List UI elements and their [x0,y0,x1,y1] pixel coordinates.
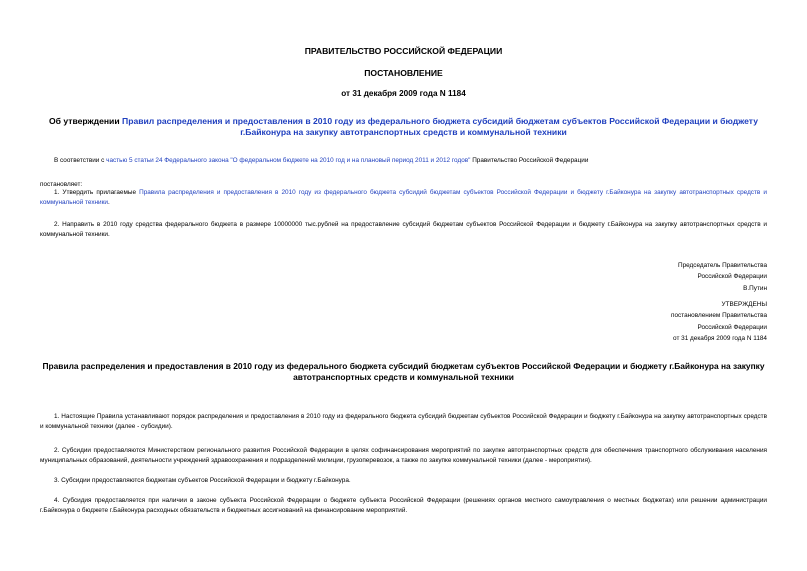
government-heading: ПРАВИТЕЛЬСТВО РОССИЙСКОЙ ФЕДЕРАЦИИ [304,46,503,56]
approved-rules-link[interactable]: Правила распределения и предоставления в 2010 году из федерального бюджета субсидий бюджетам субъектов Российской Федерации и бюджету г.Байконура на закупку автотранспортных средств и коммунальной техники [40,189,767,206]
approval-word: УТВЕРЖДЕНЫ [721,301,767,308]
approval-by: постановлением Правительства [671,312,767,320]
document-title [45,116,762,138]
approval-date: от 31 декабря 2009 года N 1184 [673,335,767,343]
decree-word: постановляет: [40,181,83,188]
rules-paragraph-2-text: 2. Субсидии предоставляются Министерством регионального развития Российской Федерации в целях софинансирования мероприятий по закупке автотранспортных средств для обеспечения транспортного обслуживания населения муниципальных образований, деятельности учреждений здравоохранения и подразделений милиции, грузоперевозок, а также по закупке коммунальной техники (далее - мероприятия). [40,447,767,464]
rules-paragraph-1 [40,412,767,431]
item-2-text: 2. Направить в 2010 году средства федерального бюджета в размере 10000000 тыс.рублей на предоставление субсидий бюджетам субъектов Российской Федерации и бюджету г.Байконура на закупку автотранспортных средств и коммунальной техники. [40,221,767,238]
item-1-paragraph [40,188,767,207]
signature-name: В.Путин [743,284,767,292]
rules-paragraph-3 [40,476,767,486]
rules-paragraph-2 [40,446,767,465]
basis-suffix: Правительство Российской Федерации [470,157,589,164]
approval-block [671,299,767,345]
rules-paragraph-3-text: 3. Субсидии предоставляются бюджетам субъектов Российской Федерации и бюджету г.Байконура. [54,477,351,484]
document-type-heading: ПОСТАНОВЛЕНИЕ [364,68,443,78]
basis-paragraph [40,156,767,166]
item-2-paragraph [40,220,767,239]
signature-block [678,260,767,294]
title-prefix: Об утверждении [48,116,123,126]
rules-paragraph-4 [40,496,767,515]
federal-law-link[interactable]: частью 5 статьи 24 Федерального закона "О федеральном бюджете на 2010 год и на плановый период 2011 и 2012 годов" [106,157,471,164]
title-rules-link[interactable]: Правил распределения и предоставления в 2010 году из федерального бюджета субсидий бюджетам субъектов Российской Федерации и бюджету г.Байконура на закупку автотранспортных средств и коммунальной техники [122,116,759,137]
rules-paragraph-1-text: 1. Настоящие Правила устанавливают порядок распределения и предоставления в 2010 году из федерального бюджета субсидий бюджетам субъектов Российской Федерации и бюджету г.Байконура на закупку автотранспортных средств и коммунальной техники (далее - субсидии). [40,413,767,430]
signature-org: Российской Федерации [697,273,767,281]
signature-position: Председатель Правительства [678,262,767,269]
basis-prefix: В соответствии с [54,157,107,164]
approval-org: Российской Федерации [697,323,767,331]
date-number-heading: от 31 декабря 2009 года N 1184 [341,89,466,98]
rules-paragraph-4-text: 4. Субсидия предоставляется при наличии в законе субъекта Российской Федерации о бюджете субъекта Российской Федерации (решениях органов местного самоуправления о местных бюджетах) или решении администрации г.Байконура о бюджете г.Байконура расходных обязательств и бюджетных ассигнований на финансирование мероприятий. [40,497,767,514]
item-1-prefix: 1. Утвердить прилагаемые [54,189,140,196]
rules-title: Правила распределения и предоставления в 2010 году из федерального бюджета субсидий бюджетам субъектов Российской Федерации и бюджету г.Байконура на закупку автотранспортных средств и коммунальной техники [42,361,765,382]
item-1-suffix: . [107,198,110,206]
